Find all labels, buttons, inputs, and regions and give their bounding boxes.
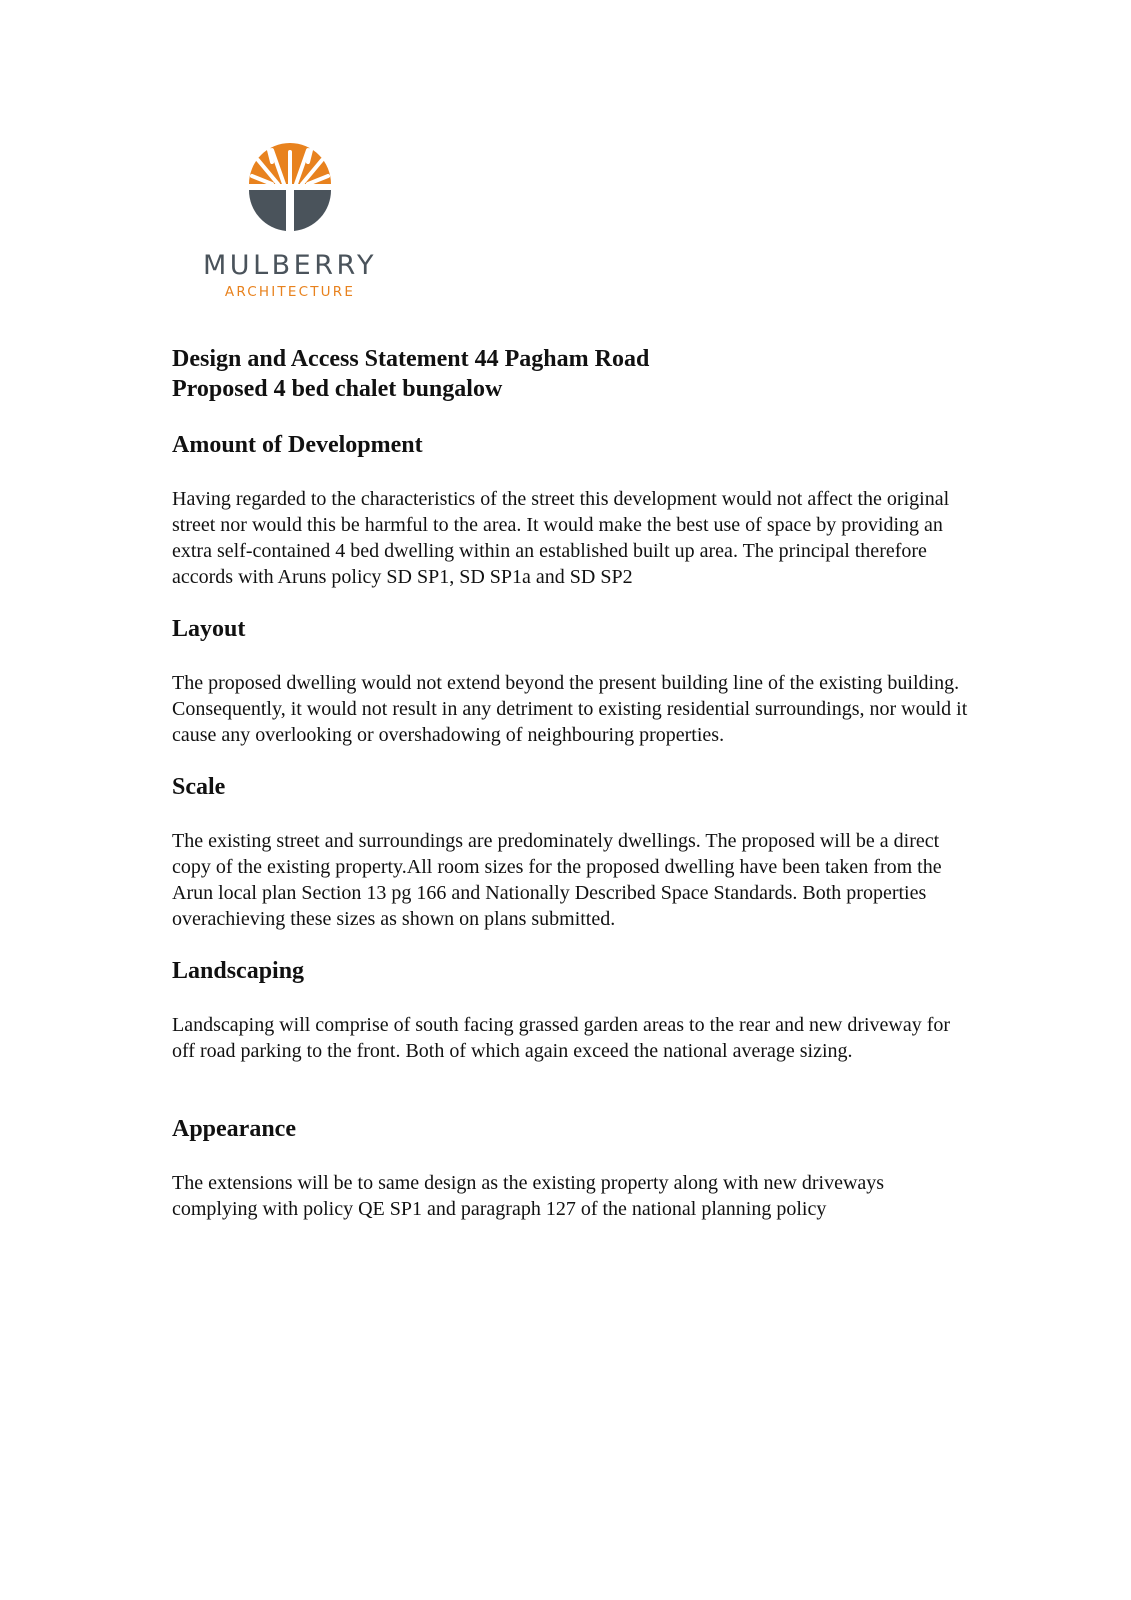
- section-heading: Appearance: [172, 1116, 296, 1142]
- section-body: The extensions will be to same design as the existing property along with new driveways complying with policy QE SP1 and paragraph 127 of the national planning policy: [172, 1172, 885, 1220]
- document-subtitle: Proposed 4 bed chalet bungalow: [172, 376, 503, 402]
- section-body: The existing street and surroundings are predominately dwellings. The proposed will be a direct copy of the existing property.All room sizes for the proposed dwelling have been taken from the Arun local plan Section 13 pg 166 and Nationally Described Space Standards. Both properties overachieving these sizes as shown on plans submitted.: [172, 830, 942, 930]
- section-heading: Layout: [172, 616, 246, 642]
- section-body: Having regarded to the characteristics of the street this development would not affect the original street nor would this be harmful to the area. It would make the best use of space by providing an extra self-contained 4 bed dwelling within an established built up area. The principal therefore accords with Aruns policy SD SP1, SD SP1a and SD SP2: [172, 488, 950, 588]
- section-heading: Scale: [172, 774, 226, 800]
- section-heading: Amount of Development: [172, 432, 423, 458]
- section-body: Landscaping will comprise of south facing grassed garden areas to the rear and new driveway for off road parking to the front. Both of which again exceed the national average sizing.: [172, 1014, 951, 1062]
- mulberry-logo: [180, 138, 410, 308]
- logo-subtitle: ARCHITECTURE: [224, 284, 356, 300]
- document-title: Design and Access Statement 44 Pagham Road: [172, 346, 650, 372]
- tree-icon: [180, 138, 400, 248]
- document-body: [172, 344, 972, 1222]
- logo-wordmark: MULBERRY: [203, 250, 377, 281]
- section-body: The proposed dwelling would not extend beyond the present building line of the existing building. Consequently, it would not result in any detriment to existing residential surroundings, nor would it cause any overlooking or overshadowing of neighbouring properties.: [172, 672, 968, 746]
- section-heading: Landscaping: [172, 958, 305, 984]
